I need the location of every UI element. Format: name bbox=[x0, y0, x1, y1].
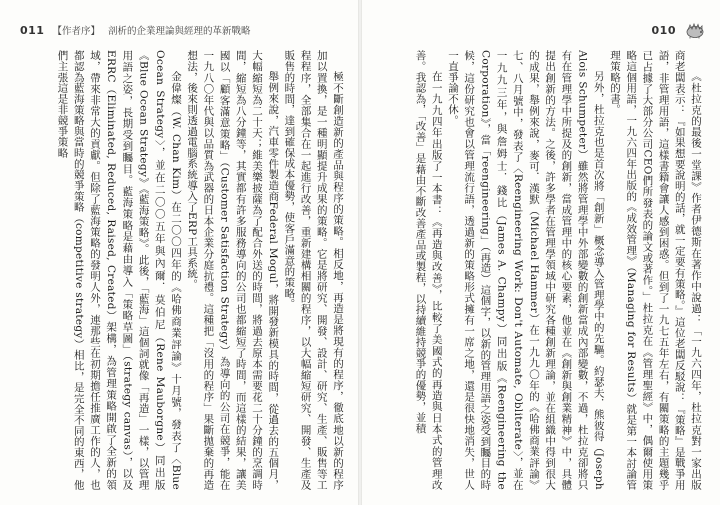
left-paragraph-2: 舉例來說，汽車零件製造商Federal Mogul，將開發新模具的時間，從過去的五個月，大幅縮短為二十天；維美樂披薩為了配合外送的時間，將過去原本需要花二十分鐘的烹調時間，縮短為八分鐘等，其實都有許多服務導向的公司也都縮短了時間，而這樣的結果，讓美國以「顧客滿意策略」（Customer Satisfaction Strategy）為導向的公司在競爭，能在一九八〇年代與以品質為武器的日本企業分庭抗禮。這種把「沒用的程序」果斷拋棄的再造想法，後來則透過電腦系統導入了ERP工具系統。 bbox=[186, 50, 280, 490]
left-paragraph-3: 金偉燦（W. Chan Kim）在二〇〇四年的《哈佛商業評論》十月號，發表了〈Blue Ocean Strategy〉，並在二〇〇五年與內爾．莫伯尼（Rene Mauborgne）同出版《Blue Ocean Strategy》《藍海策略》。此後，「藍海」這個詞就像「再造」一樣，以管理用語之姿，長期受到矚目。藍海策略是藉由導入「策略草圖」（strategy canvas），以及ERRC（Eliminated, Reduced, Raised, Created）架構，為管理策略開啟了全新的領域，帶來非常大的貢獻。但除了藍海策略的發明人外，連那些在初期擔任推廣工作的人，也都認為藍海策略與當時的競爭策略（competitive strategy）相比，是完全不同的東西，他們主張這是非競爭策略 bbox=[56, 50, 182, 490]
left-page-number: 011 bbox=[20, 23, 45, 37]
right-page bbox=[362, 0, 720, 505]
right-body-text bbox=[376, 50, 704, 490]
section-tag: 【作者序】 bbox=[52, 26, 100, 37]
left-paragraph-1: 極不斷創造新的產品與程序的策略。相反地，再造是將現有的程序，徹底地以新的程序加以置換，是一種明顯提升成果的策略。它是將研究、開發、設計、研究、生產、販售等工程程序，全部集合在一起進行改善，重新建構相關的程序，以大幅縮短研究、開發、生產及販售的時間，達到確保成本優勢，使客戶滿意的策略。 bbox=[283, 50, 344, 490]
chapter-title: 剖析的企業理論與經理的革新戰略 bbox=[107, 26, 251, 37]
right-paragraph-2: 另外，杜拉克也是首次將「創新」概念導入管理學中的先驅。約瑟夫．熊彼得（Joseph Alois Schumpeter）雖然將管理學中外部變數的創新當成內部變數，不過，杜拉克卻將只有在管理學中所提及的創新，當成管理中的核心要素，他並在《創新與創業精神》中，具體提出創新的方法。之後，許多學者在管理學領域中研究各種創新理論，並在組織中得到很大的成果，舉例來說，麥可．漢默（Michael Hammer）在一九九〇年的《哈佛商業評論》七、八月號中，發表了〈Reengineering Work: Don't Automate, Obliterate〉，並在一九九三年，與詹姆士．錢比（James A. Champy）同出版《Reengineering the Corporation》，當「reengineering」（再造）這個字，以新的管理用語之姿受到矚目的時候，這份研究也會以管理流行語，透過新的策略形式擁有一席之地，還是很快地消失，世人一直爭論不休。 bbox=[446, 50, 605, 490]
right-running-head bbox=[652, 22, 706, 38]
right-page-number: 010 bbox=[651, 23, 676, 37]
left-page bbox=[0, 0, 358, 505]
right-paragraph-3: 在一九九四年出版了一本書：《再造與改善》，比較了美國式的再造與日本式的管理改善。我認為，「改善」是藉由不斷改善產品或製程，以持續維持競爭的優勢，並積 bbox=[414, 50, 443, 490]
left-body-text bbox=[20, 50, 346, 490]
hedgehog-illustration-icon bbox=[684, 21, 706, 39]
right-paragraph-1: 《杜拉克的最後一堂課》作者伊德斯在著作中說過：「一九六四年，杜拉克對一家出版商老闆表示：『如果想要說明的話，就一定要有策略。』這位老闆反駁說：『策略』是戰爭用語，非管理用語，這樣書籍會讓人感到困惑。但到了一九七五年左右，有關策略的主題幾乎已占據了大部分公司CEO們所發表的論文或著作。」杜拉克在《管理聖經》中，偶爾使用策略這個用語，一九六四年出版的《成效管理》（Managing for Results）就是第一本討論管理策略的書。 bbox=[608, 50, 702, 490]
left-running-head bbox=[20, 22, 251, 38]
